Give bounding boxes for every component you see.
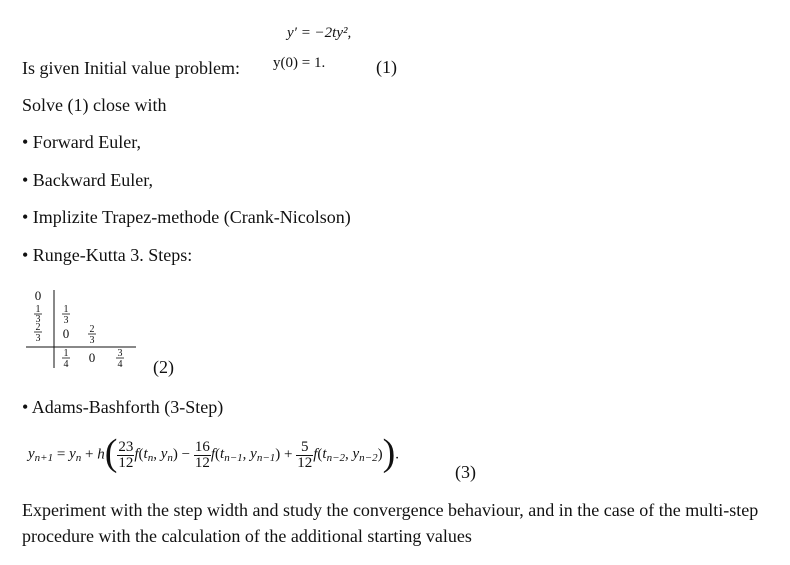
bullet-forward-euler: • Forward Euler, [22, 132, 142, 152]
bullet-backward-euler: • Backward Euler, [22, 170, 154, 190]
svg-text:2: 2 [35, 322, 41, 333]
svg-text:3: 3 [117, 348, 123, 359]
solve-text: Solve (1) close with [22, 95, 167, 115]
tableau-c0: 0 [34, 288, 42, 303]
tableau-b1 [62, 348, 70, 370]
svg-text:3: 3 [35, 333, 41, 344]
equation-label-2: (2) [153, 357, 174, 377]
tableau-a32 [88, 324, 96, 346]
svg-text:3: 3 [35, 314, 41, 325]
bullet-runge-kutta: • Runge-Kutta 3. Steps: [22, 245, 193, 265]
equation-label-3: (3) [455, 462, 476, 482]
svg-text:2: 2 [89, 324, 95, 335]
svg-text:1: 1 [63, 348, 69, 359]
butcher-tableau [24, 286, 144, 370]
tableau-c2 [34, 322, 42, 344]
svg-text:4: 4 [63, 359, 69, 370]
closing-paragraph: Experiment with the step width and study the convergence behaviour, and in the case of the multi-step procedure with the calculation of the additional starting values [22, 500, 759, 546]
ode-initial-condition: y(0) = 1. [273, 55, 326, 71]
ode-equation-line1: y′ = −2ty², [287, 25, 352, 41]
tableau-b2: 0 [88, 350, 96, 365]
tableau-a21 [62, 304, 70, 326]
tableau-b3 [116, 348, 124, 370]
svg-text:1: 1 [35, 304, 41, 315]
svg-text:4: 4 [117, 359, 123, 370]
equation-label-1: (1) [376, 57, 397, 77]
adams-bashforth-formula: $y_{n+1} = y_n + h$( $\frac{23}{12}$ $f(t_n$, $y_n$) − $\frac{16}{12}$ $f(t_{n-1}$, $y_{n-1}$) + $\frac{5}{12}$ $f(t_{n-2}$, $y_{n-2}$)). [28, 432, 400, 474]
intro-text: Is given Initial value problem: [22, 58, 240, 78]
tableau-a31: 0 [62, 326, 70, 341]
svg-text:1: 1 [63, 304, 69, 315]
bullet-adams-bashforth: • Adams-Bashforth (3-Step) [22, 397, 224, 417]
svg-text:3: 3 [63, 315, 69, 326]
svg-text:3: 3 [89, 335, 95, 346]
bullet-crank-nicolson: • Implizite Trapez-methode (Crank-Nicolson) [22, 207, 351, 227]
